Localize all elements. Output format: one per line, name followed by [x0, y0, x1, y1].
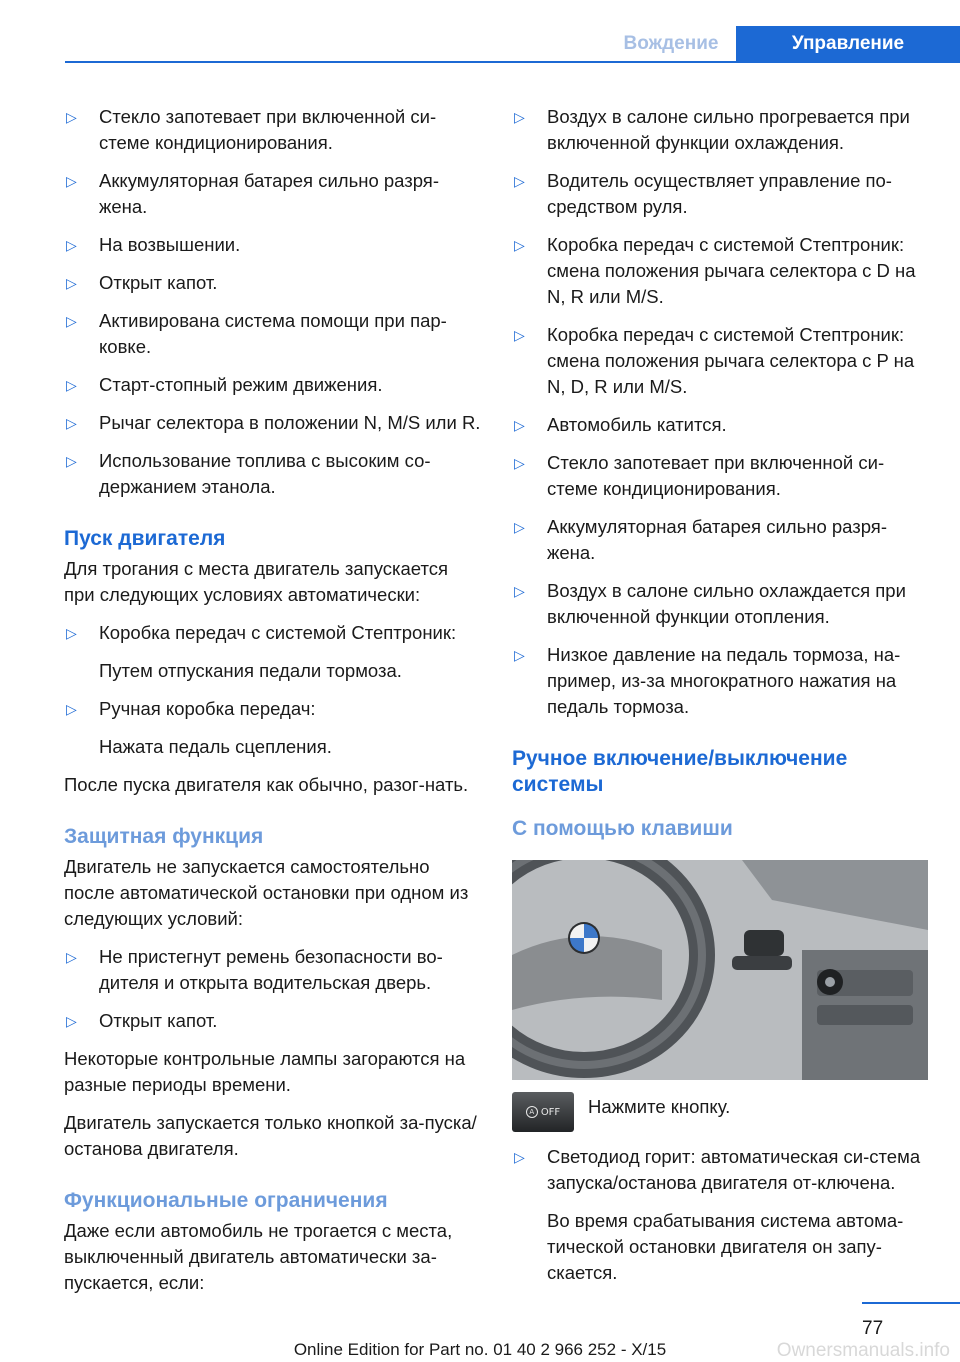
paragraph: Некоторые контрольные лампы загораются на разные периоды времени. [64, 1048, 466, 1095]
list-item: ▷ Открыт капот. [64, 270, 482, 296]
paragraph: Двигатель запускается только кнопкой за-пуска/останова двигателя. [64, 1112, 477, 1159]
triangle-bullet-icon: ▷ [66, 377, 77, 393]
list-item: ▷ Низкое давление на педаль тормоза, на-пример, из-за многократного нажатия на педаль тормоза. [514, 644, 901, 717]
heading-manual-toggle: Ручное включение/выключение системы [512, 747, 848, 796]
list-item: ▷ На возвышении. [64, 232, 482, 258]
steering-wheel-photo [512, 860, 928, 1080]
list-item: ▷ Светодиод горит: автоматическая си-стема запуска/останова двигателя от-ключена. Во время срабатывания система автома-тической остановки двигателя он запу-скается. [514, 1146, 921, 1283]
heading-engine-start: Пуск двигателя [64, 527, 226, 550]
paragraph: После пуска двигателя как обычно, разог-нать. [64, 774, 469, 795]
triangle-bullet-icon: ▷ [514, 237, 525, 253]
list-item: ▷ Использование топлива с высоким со-держанием этанола. [66, 450, 431, 497]
triangle-bullet-icon: ▷ [514, 647, 525, 663]
triangle-bullet-icon: ▷ [514, 327, 525, 343]
triangle-bullet-icon: ▷ [66, 1013, 77, 1029]
left-column [64, 104, 482, 1308]
edition-footer: Online Edition for Part no. 01 40 2 966 252 - X/15 [293, 1340, 667, 1359]
list-item: ▷ Активирована система помощи при пар-ковке. [66, 310, 447, 357]
section-tab-controls[interactable]: Управление [736, 26, 960, 61]
triangle-bullet-icon: ▷ [66, 701, 77, 717]
list-item: ▷ Открыт капот. [64, 1008, 482, 1034]
triangle-bullet-icon: ▷ [66, 313, 77, 329]
section-tab-driving[interactable]: Вождение [623, 32, 719, 54]
triangle-bullet-icon: ▷ [66, 237, 77, 253]
right-column [512, 104, 932, 1298]
footer-rule [862, 1302, 960, 1304]
list-item: ▷ Аккумуляторная батарея сильно разря-жена. [514, 516, 887, 563]
triangle-bullet-icon: ▷ [66, 109, 77, 125]
triangle-bullet-icon: ▷ [514, 519, 525, 535]
triangle-bullet-icon: ▷ [66, 625, 77, 641]
auto-start-stop-off-button[interactable]: A OFF [512, 1092, 574, 1132]
list-item: ▷ Водитель осуществляет управление по-средством руля. [514, 170, 892, 217]
header-rule [65, 61, 960, 63]
list-item: ▷ Коробка передач с системой Стептроник: смена положения рычага селектора с P на N, D, R или M/S. [514, 324, 915, 397]
list-item: ▷ Аккумуляторная батарея сильно разря-жена. [66, 170, 439, 217]
paragraph: Двигатель не запускается самостоятельно после автоматической остановки при одном из следующих условий: [64, 856, 469, 929]
triangle-bullet-icon: ▷ [66, 173, 77, 189]
watermark: Ownersmanuals.info [776, 1340, 950, 1361]
triangle-bullet-icon: ▷ [514, 417, 525, 433]
page-number: 77 [862, 1318, 884, 1339]
list-item: ▷ Не пристегнут ремень безопасности во-дителя и открыта водительская дверь. [66, 946, 443, 993]
list-item: ▷ Автомобиль катится. [512, 412, 932, 438]
list-item: ▷ Коробка передач с системой Стептроник: смена положения рычага селектора с D на N, R или M/S. [514, 234, 916, 307]
triangle-bullet-icon: ▷ [66, 453, 77, 469]
triangle-bullet-icon: ▷ [514, 173, 525, 189]
list-item: ▷ Стекло запотевает при включенной си-стеме кондиционирования. [66, 106, 437, 153]
heading-functional-limits: Функциональные ограничения [64, 1189, 388, 1212]
triangle-bullet-icon: ▷ [514, 1149, 525, 1165]
press-button-text: Нажмите кнопку. [588, 1096, 731, 1117]
heading-protective-function: Защитная функция [64, 825, 264, 848]
list-item: ▷ Рычаг селектора в положении N, M/S или R. [64, 410, 482, 436]
list-item: ▷ Воздух в салоне сильно прогревается при включенной функции охлаждения. [514, 106, 910, 153]
triangle-bullet-icon: ▷ [514, 455, 525, 471]
triangle-bullet-icon: ▷ [66, 415, 77, 431]
auto-start-stop-icon: A [526, 1106, 538, 1118]
list-item: ▷ Ручная коробка передач: Нажата педаль сцепления. [66, 698, 332, 757]
triangle-bullet-icon: ▷ [514, 583, 525, 599]
steering-wheel-illustration [512, 860, 928, 1080]
triangle-bullet-icon: ▷ [66, 275, 77, 291]
heading-via-button: С помощью клавиши [512, 817, 733, 840]
list-item: ▷ Воздух в салоне сильно охлаждается при включенной функции отопления. [514, 580, 906, 627]
triangle-bullet-icon: ▷ [514, 109, 525, 125]
paragraph: Для трогания с места двигатель запускается при следующих условиях автоматически: [64, 558, 448, 605]
list-item: ▷ Старт-стопный режим движения. [64, 372, 482, 398]
list-item: ▷ Коробка передач с системой Стептроник: Путем отпускания педали тормоза. [66, 622, 457, 681]
list-item: ▷ Стекло запотевает при включенной си-стеме кондиционирования. [514, 452, 885, 499]
paragraph: Даже если автомобиль не трогается с места, выключенный двигатель автоматически за-пускается, если: [64, 1220, 453, 1293]
button-instruction-row [512, 1094, 932, 1132]
triangle-bullet-icon: ▷ [66, 949, 77, 965]
